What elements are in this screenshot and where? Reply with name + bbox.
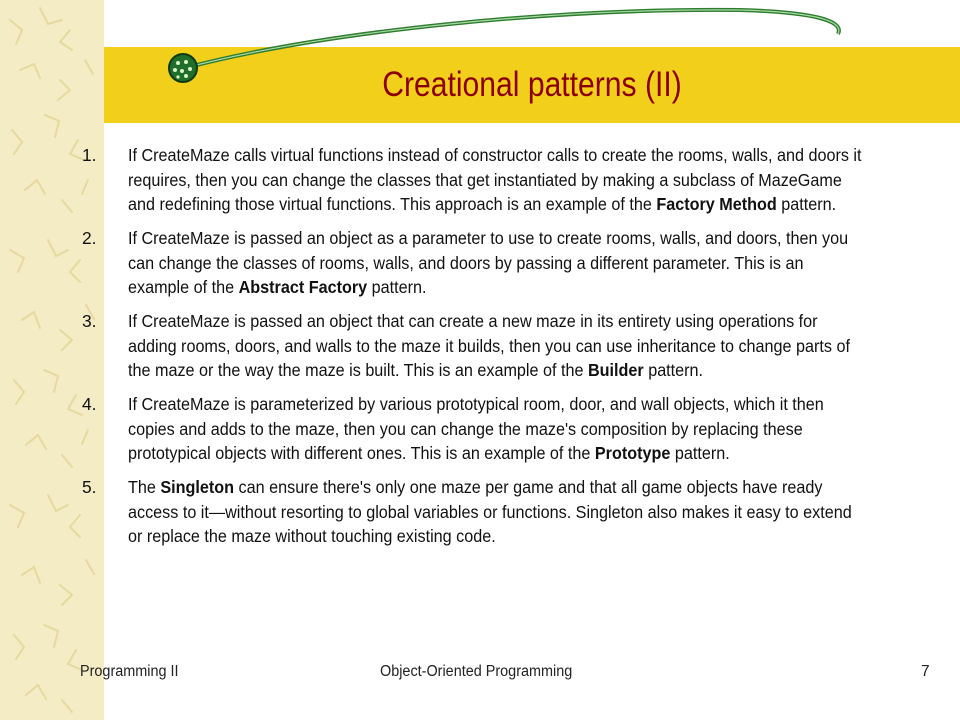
list-item [82,475,922,549]
pattern-name: Singleton [160,477,235,497]
text-segment: If CreateMaze calls virtual functions instead of constructor calls to create the rooms, walls, and doors it requires, then you can change the classes that get instantiated by making a subclass of MazeGame and redefining those virtual functions. This approach is an example of the [128,145,862,214]
text-segment: pattern. [776,194,837,214]
list-item-number: 1. [82,145,97,165]
list-item-number: 5. [82,477,97,497]
page-number: 7 [921,663,930,680]
list-item-number: 4. [82,394,97,414]
list-item [82,309,922,383]
pattern-name: Prototype [594,443,671,463]
list-item-text [128,226,866,300]
content-list [82,143,922,558]
footer-course: Programming II [80,663,179,680]
footer-subject: Object-Oriented Programming [380,663,573,680]
list-item [82,143,922,217]
pattern-name: Abstract Factory [238,277,368,297]
slide-title: Creational patterns (II) [382,65,682,104]
text-segment: pattern. [670,443,730,463]
text-segment: If CreateMaze is passed an object as a parameter to use to create rooms, walls, and doors, then you can change the classes of rooms, walls, and doors by passing a different parameter. This is an example of the [128,228,849,297]
text-segment: pattern. [367,277,427,297]
text-segment: can ensure there's only one maze per game and that all game objects have ready access to it—without resorting to global variables or functions. Singleton also makes it easy to extend or replace the maze without touching existing code. [128,477,852,546]
list-item-number: 3. [82,311,97,331]
list-item-text [128,392,866,466]
list-item [82,226,922,300]
list-item-number: 2. [82,228,97,248]
text-segment: If CreateMaze is passed an object that can create a new maze in its entirety using operations for adding rooms, doors, and walls to the maze it builds, then you can use inheritance to change parts of the maze or the way the maze is built. This is an example of the [128,311,850,380]
list-item-text [128,309,866,383]
list-item-text [128,475,866,549]
list-item-text [128,143,866,217]
text-segment: pattern. [643,360,704,380]
text-segment: If CreateMaze is parameterized by various prototypical room, door, and wall objects, which it then copies and adds to the maze, then you can change the maze's composition by replacing these prototypical objects with different ones. This is an example of the [128,394,824,463]
pattern-name: Builder [587,360,644,380]
list-item [82,392,922,466]
pattern-name: Factory Method [656,194,777,214]
text-segment: The [128,477,161,497]
